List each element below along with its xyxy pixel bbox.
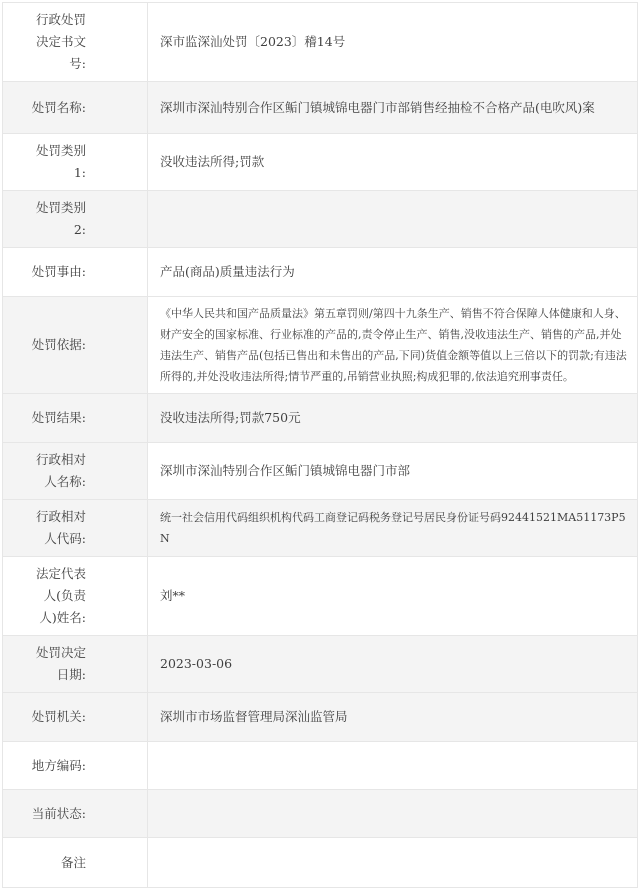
table-row-2 <box>3 82 638 134</box>
field-label: 处罚名称: <box>3 82 148 134</box>
table-row-1 <box>3 3 638 82</box>
field-value: 没收违法所得;罚款750元 <box>148 394 638 443</box>
table-row-7 <box>3 394 638 443</box>
field-value <box>148 838 638 888</box>
table-row-14 <box>3 790 638 838</box>
table-row-5 <box>3 248 638 297</box>
field-label: 处罚机关: <box>3 693 148 742</box>
field-value <box>148 790 638 838</box>
table-row-11 <box>3 636 638 693</box>
field-value: 深圳市深汕特别合作区鲘门镇城锦电器门市部 <box>148 443 638 500</box>
table-row-10 <box>3 557 638 636</box>
field-value: 刘** <box>148 557 638 636</box>
field-value: 深市监深汕处罚〔2023〕稽14号 <box>148 3 638 82</box>
table-row-15 <box>3 838 638 888</box>
table-row-12 <box>3 693 638 742</box>
field-label: 处罚结果: <box>3 394 148 443</box>
field-value: 《中华人民共和国产品质量法》第五章罚则/第四十九条生产、销售不符合保障人体健康和人身、财产安全的国家标准、行业标准的产品的,责令停止生产、销售,没收违法生产、销售的产品,并处违法生产、销售产品(包括已售出和未售出的产品,下同)货值金额等值以上三倍以下的罚款;有违法所得的,并处没收违法所得;情节严重的,吊销营业执照;构成犯罪的,依法追究刑事责任。 <box>148 297 638 394</box>
table-row-4 <box>3 191 638 248</box>
field-value <box>148 191 638 248</box>
field-value: 2023-03-06 <box>148 636 638 693</box>
field-label: 当前状态: <box>3 790 148 838</box>
penalty-table-body <box>3 3 638 888</box>
table-row-3 <box>3 134 638 191</box>
field-value: 没收违法所得;罚款 <box>148 134 638 191</box>
field-label: 地方编码: <box>3 742 148 790</box>
penalty-detail-table <box>2 2 638 888</box>
field-value <box>148 742 638 790</box>
field-value: 统一社会信用代码组织机构代码工商登记码税务登记号居民身份证号码92441521MA51173P5N <box>148 500 638 557</box>
field-value: 产品(商品)质量违法行为 <box>148 248 638 297</box>
field-label: 行政处罚决定书文号: <box>3 3 148 82</box>
table-row-13 <box>3 742 638 790</box>
field-label: 行政相对人名称: <box>3 443 148 500</box>
field-label: 处罚依据: <box>3 297 148 394</box>
field-label: 处罚类别2: <box>3 191 148 248</box>
field-value: 深圳市市场监督管理局深汕监管局 <box>148 693 638 742</box>
field-label: 处罚类别1: <box>3 134 148 191</box>
field-label: 处罚决定日期: <box>3 636 148 693</box>
field-label: 法定代表人(负责人)姓名: <box>3 557 148 636</box>
table-row-8 <box>3 443 638 500</box>
field-value: 深圳市深汕特别合作区鲘门镇城锦电器门市部销售经抽检不合格产品(电吹风)案 <box>148 82 638 134</box>
field-label: 备注 <box>3 838 148 888</box>
field-label: 处罚事由: <box>3 248 148 297</box>
table-row-6 <box>3 297 638 394</box>
table-row-9 <box>3 500 638 557</box>
field-label: 行政相对人代码: <box>3 500 148 557</box>
